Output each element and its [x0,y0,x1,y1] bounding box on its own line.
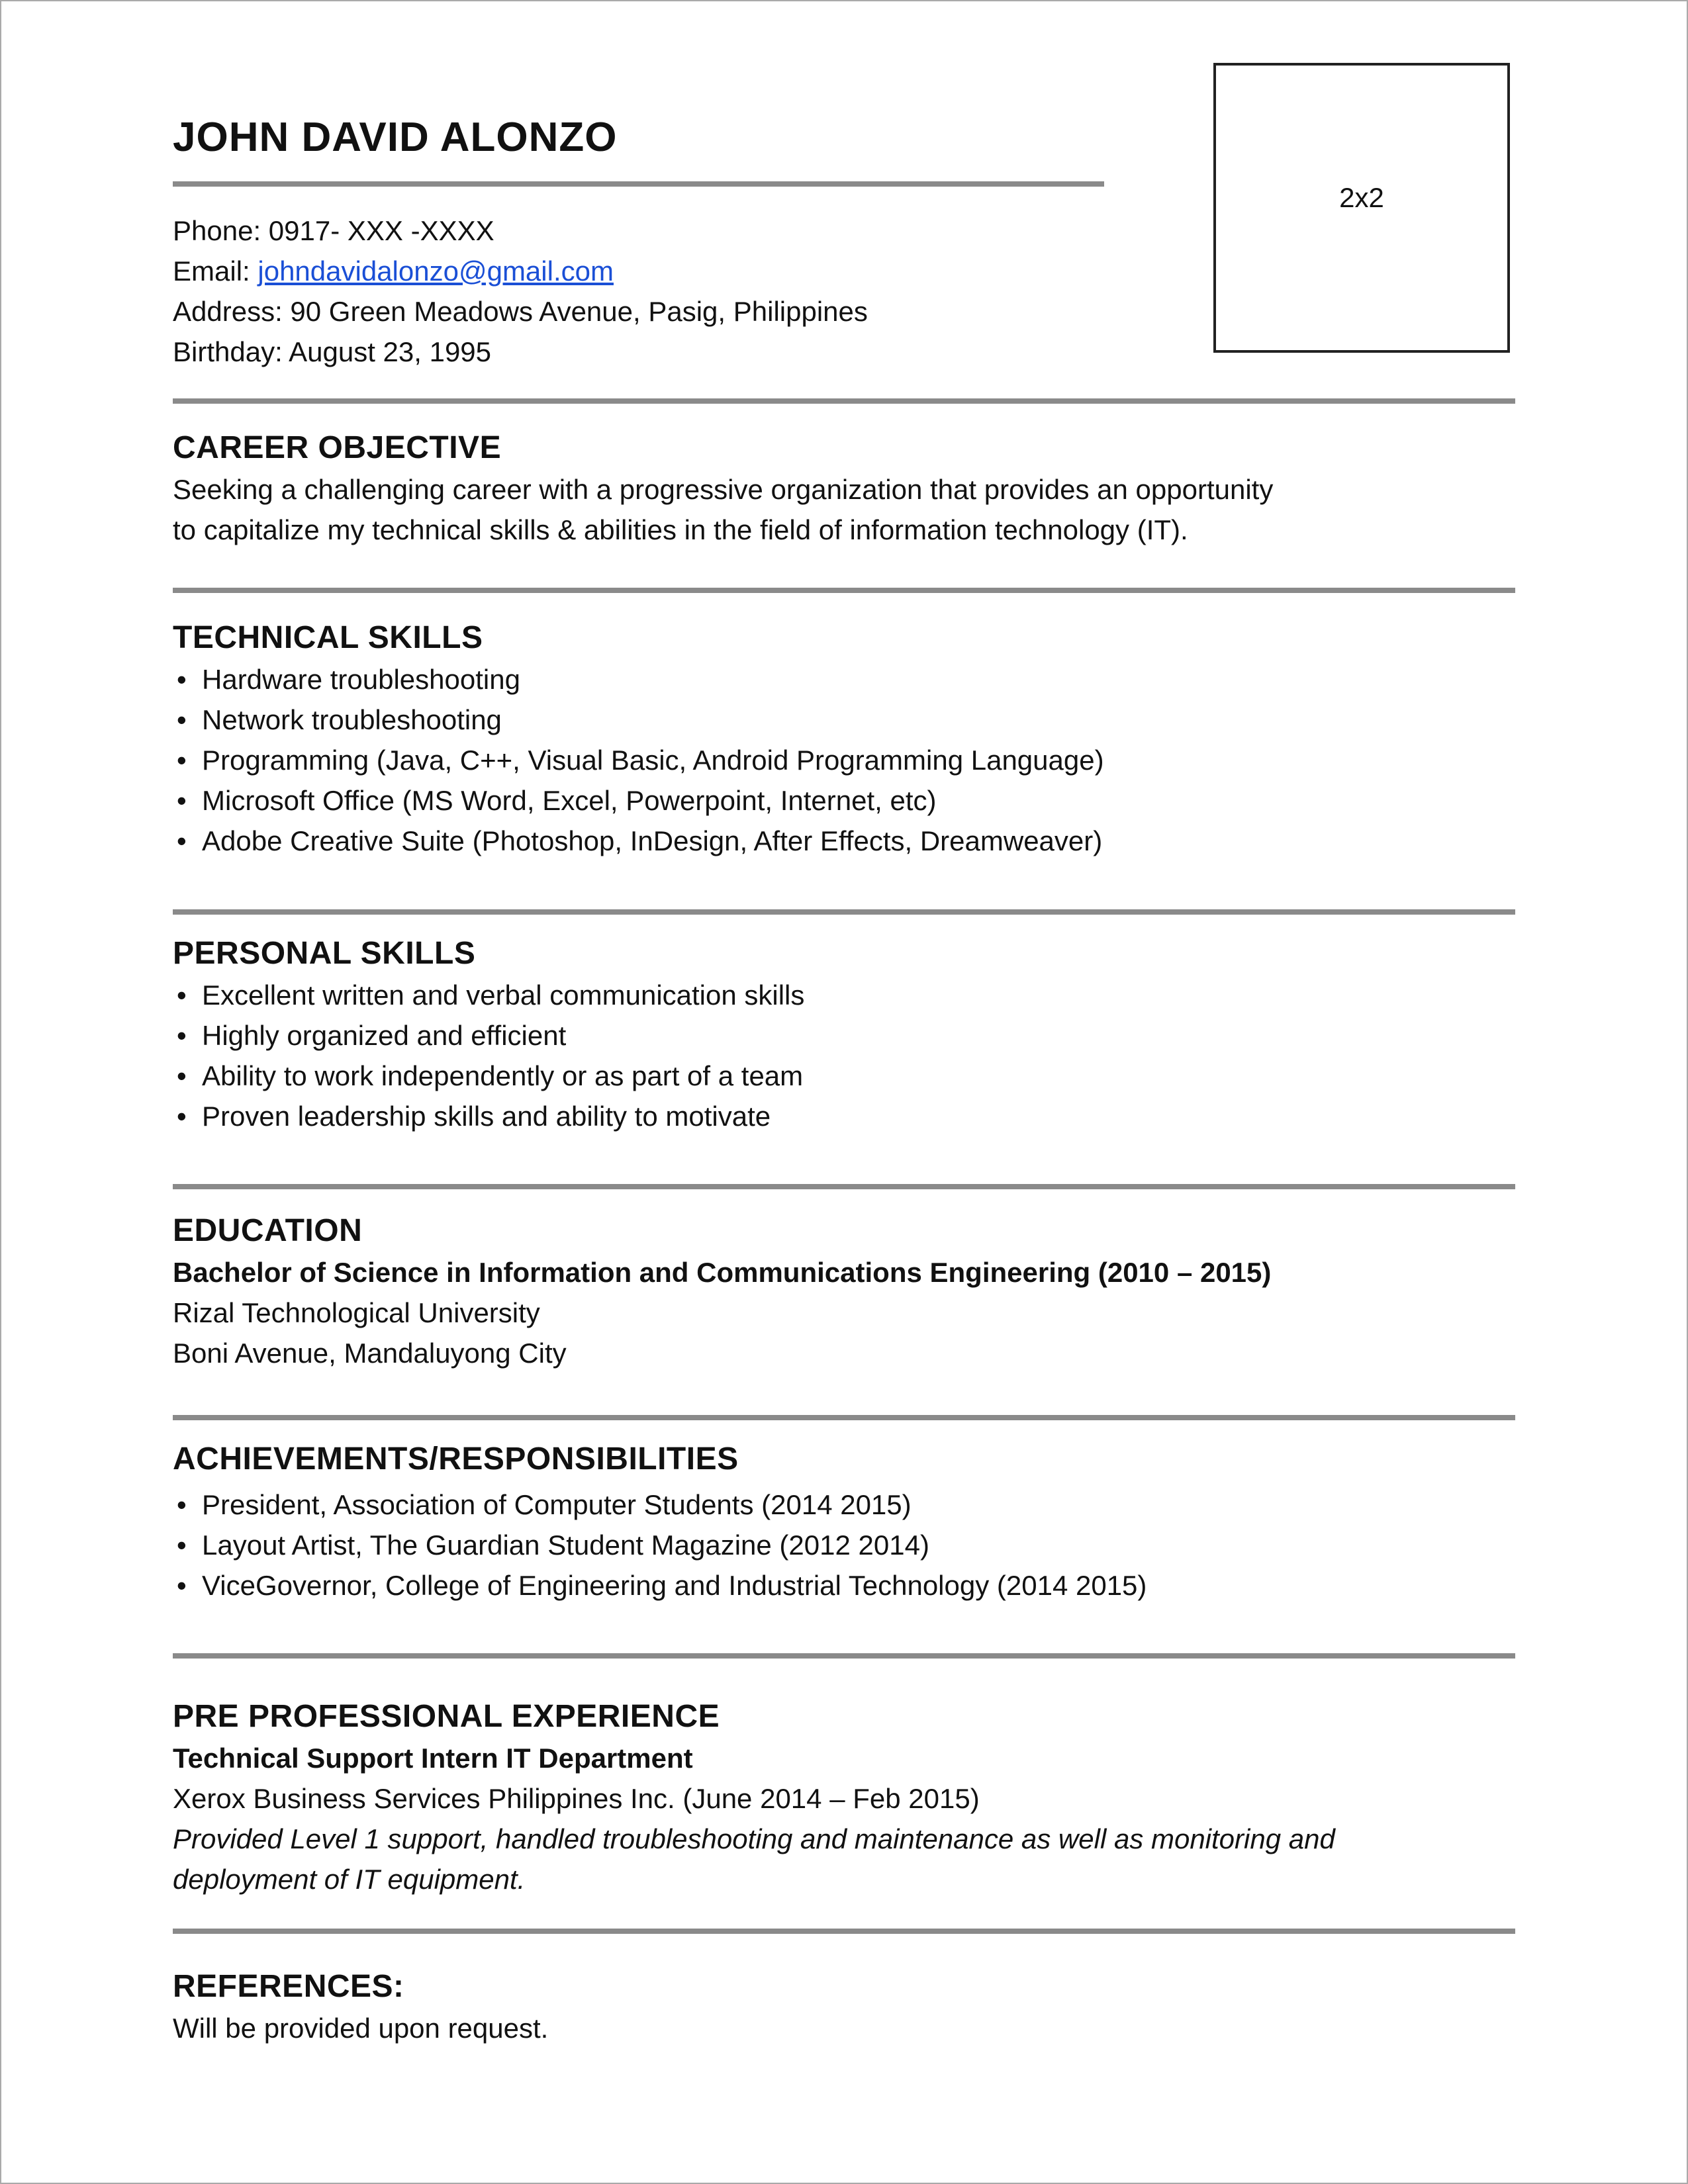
name-divider [173,181,1104,187]
degree: Bachelor of Science in Information and Communications Engineering (2010 – 2015) [173,1257,1272,1288]
list-item [173,821,1530,861]
section-title: EDUCATION [173,1213,363,1248]
bullet: • [177,785,187,816]
section-title: ACHIEVEMENTS/RESPONSIBILITIES [173,1441,739,1477]
list-item [173,659,1530,700]
item-text: President, Association of Computer Students (2014 2015) [202,1489,912,1520]
career-objective-section [173,427,1530,550]
bullet: • [177,979,187,1011]
applicant-name: JOHN DAVID ALONZO [173,114,618,160]
list-item [173,1525,1530,1565]
section-divider [173,588,1515,593]
phone-value: 0917- XXX -XXXX [268,215,494,246]
section-divider [173,1415,1515,1420]
item-text: Network troubleshooting [202,704,502,735]
references-text: Will be provided upon request. [173,2013,549,2044]
item-text: Excellent written and verbal communication skills [202,979,805,1011]
phone-label: Phone: [173,215,261,246]
item-text: Programming (Java, C++, Visual Basic, Android Programming Language) [202,745,1104,776]
school: Rizal Technological University [173,1297,540,1328]
section-title: TECHNICAL SKILLS [173,620,483,655]
list-item [173,700,1530,740]
bullet: • [177,1529,187,1561]
email-link[interactable]: johndavidalonzo@gmail.com [258,255,614,287]
list-item [173,1565,1530,1606]
bullet: • [177,1570,187,1601]
technical-skills-section [173,617,1530,861]
bullet: • [177,825,187,856]
bullet: • [177,745,187,776]
list-item [173,780,1530,821]
birthday-value: August 23, 1995 [289,336,492,367]
list-item [173,1056,1530,1096]
list-item [173,1096,1530,1136]
section-divider [173,1653,1515,1659]
list-item [173,975,1530,1015]
item-text: ViceGovernor, College of Engineering and Industrial Technology (2014 2015) [202,1570,1147,1601]
bullet: • [177,704,187,735]
description-line: deployment of IT equipment. [173,1864,526,1895]
bullet: • [177,1020,187,1051]
section-divider [173,398,1515,404]
list-item [173,1484,1530,1525]
item-text: Layout Artist, The Guardian Student Magazine (2012 2014) [202,1529,929,1561]
phone-line [173,210,868,251]
section-title: REFERENCES: [173,1969,404,2004]
achievements-section [173,1438,1530,1606]
list-item [173,1015,1530,1056]
bullet: • [177,1101,187,1132]
school-location: Boni Avenue, Mandaluyong City [173,1338,567,1369]
references-section [173,1966,1530,2048]
address-label: Address: [173,296,283,327]
contact-info [173,210,868,372]
description-line: Provided Level 1 support, handled troubleshooting and maintenance as well as monitoring and [173,1823,1335,1854]
section-divider [173,1929,1515,1934]
experience-section [173,1696,1530,1899]
photo-placeholder [1213,63,1510,353]
position: Technical Support Intern IT Department [173,1743,693,1774]
bullet: • [177,1060,187,1091]
item-text: Ability to work independently or as part of a team [202,1060,804,1091]
item-text: Microsoft Office (MS Word, Excel, Powerpoint, Internet, etc) [202,785,937,816]
birthday-label: Birthday: [173,336,283,367]
section-title: CAREER OBJECTIVE [173,430,502,465]
section-title: PERSONAL SKILLS [173,936,476,971]
photo-size-label: 2x2 [1339,182,1384,213]
address-value: 90 Green Meadows Avenue, Pasig, Philippines [290,296,868,327]
section-title: PRE PROFESSIONAL EXPERIENCE [173,1699,720,1734]
objective-line: Seeking a challenging career with a progressive organization that provides an opportunity [173,474,1274,505]
section-divider [173,909,1515,915]
company: Xerox Business Services Philippines Inc. (June 2014 – Feb 2015) [173,1783,980,1814]
list-item [173,740,1530,780]
education-section [173,1210,1530,1373]
item-text: Highly organized and efficient [202,1020,567,1051]
objective-line: to capitalize my technical skills & abilities in the field of information technology (IT). [173,514,1188,545]
item-text: Proven leadership skills and ability to motivate [202,1101,771,1132]
birthday-line [173,332,868,372]
item-text: Adobe Creative Suite (Photoshop, InDesign, After Effects, Dreamweaver) [202,825,1103,856]
email-label: Email: [173,255,250,287]
section-divider [173,1184,1515,1189]
item-text: Hardware troubleshooting [202,664,520,695]
bullet: • [177,1489,187,1520]
bullet: • [177,664,187,695]
email-line [173,251,868,291]
address-line [173,291,868,332]
personal-skills-section [173,933,1530,1136]
